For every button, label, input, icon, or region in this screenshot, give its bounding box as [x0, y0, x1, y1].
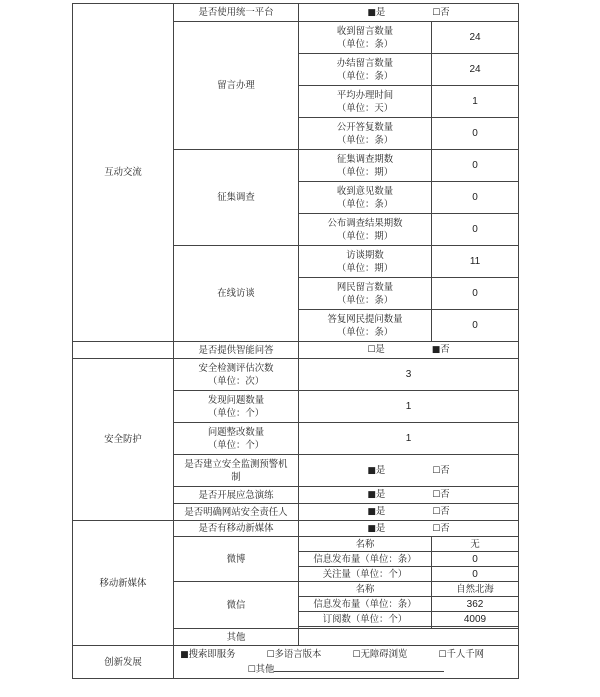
- mobile-has-yes-option[interactable]: ■是: [367, 522, 386, 534]
- security-issues-found-label: 发现问题数量 （单位：个）: [174, 391, 299, 423]
- weibo-posts-value: 0: [432, 552, 519, 567]
- messages-received-label: 收到留言数量 （单位：条）: [299, 22, 432, 54]
- report-table: [72, 3, 519, 679]
- innovation-personalized-option[interactable]: ☐千人千网: [438, 648, 484, 660]
- messages-avg-time-label: 平均办理时间 （单位：天）: [299, 86, 432, 118]
- interview-messages-value: 0: [432, 278, 519, 310]
- security-monitoring-no-option[interactable]: ☐否: [432, 464, 450, 476]
- messages-label: 留言办理: [174, 22, 299, 150]
- weibo-label: 微博: [174, 537, 299, 582]
- interview-answers-value: 0: [432, 310, 519, 342]
- security-issues-found-value: 1: [299, 391, 519, 423]
- innovation-row: [73, 646, 519, 679]
- section-interaction: 互动交流: [73, 4, 174, 342]
- weibo-name-label: 名称: [299, 537, 432, 552]
- security-responsible-options: [299, 504, 519, 521]
- security-responsible-no-option[interactable]: ☐否: [432, 506, 450, 517]
- security-drills-yes-option[interactable]: ■是: [367, 489, 386, 500]
- smart-qa-yes-option[interactable]: ☐是: [367, 344, 385, 355]
- survey-opinions-value: 0: [432, 182, 519, 214]
- innovation-other-blank[interactable]: [274, 662, 444, 672]
- interview-label: 在线访谈: [174, 246, 299, 342]
- wechat-subs-label: 订阅数（单位：个）: [299, 612, 432, 627]
- innovation-options: [174, 646, 519, 679]
- messages-resolved-value: 24: [432, 54, 519, 86]
- interview-periods-label: 访谈期数 （单位：期）: [299, 246, 432, 278]
- security-drills-no-option[interactable]: ☐否: [432, 489, 450, 500]
- messages-public-replies-value: 0: [432, 118, 519, 150]
- mobile-other-value: [299, 629, 519, 646]
- wechat-posts-value: 362: [432, 597, 519, 612]
- weibo-followers-value: 0: [432, 567, 519, 582]
- innovation-other-line: [176, 662, 516, 677]
- mobile-has-row: [73, 521, 519, 537]
- survey-label: 征集调查: [174, 150, 299, 246]
- security-drills-options: [299, 487, 519, 504]
- security-evaluations-value: 3: [299, 359, 519, 391]
- unified-platform-yes-option[interactable]: ■是: [367, 6, 386, 18]
- interview-messages-label: 网民留言数量 （单位：条）: [299, 278, 432, 310]
- unified-platform-options: [299, 4, 519, 22]
- section-innovation: 创新发展: [73, 646, 174, 679]
- innovation-multilang-option[interactable]: ☐多语言版本: [266, 648, 322, 660]
- smart-qa-no-option[interactable]: ■否: [431, 344, 450, 355]
- mobile-has-options: [299, 521, 519, 537]
- weibo-name-value: 无: [432, 537, 519, 552]
- security-drills-label: 是否开展应急演练: [174, 487, 299, 504]
- smart-qa-options: [299, 342, 519, 359]
- security-monitoring-label: 是否建立安全监测预警机 制: [174, 455, 299, 487]
- wechat-subs-value: 4009: [432, 612, 519, 627]
- mobile-has-no-option[interactable]: ☐否: [432, 522, 450, 534]
- security-responsible-yes-option[interactable]: ■是: [367, 506, 386, 517]
- messages-avg-time-value: 1: [432, 86, 519, 118]
- security-issues-fixed-label: 问题整改数量 （单位：个）: [174, 423, 299, 455]
- survey-periods-label: 征集调查期数 （单位：期）: [299, 150, 432, 182]
- wechat-label: 微信: [174, 582, 299, 629]
- weibo-followers-label: 关注量（单位：个）: [299, 567, 432, 582]
- security-issues-fixed-value: 1: [299, 423, 519, 455]
- security-responsible-label: 是否明确网站安全责任人: [174, 504, 299, 521]
- messages-resolved-label: 办结留言数量 （单位：条）: [299, 54, 432, 86]
- unified-platform-label: 是否使用统一平台: [174, 4, 299, 22]
- security-evaluations-row: [73, 359, 519, 391]
- wechat-posts-label: 信息发布量（单位：条）: [299, 597, 432, 612]
- innovation-other-option[interactable]: ☐其他: [247, 663, 275, 675]
- survey-results-value: 0: [432, 214, 519, 246]
- interview-periods-value: 11: [432, 246, 519, 278]
- unified-platform-no-option[interactable]: ☐否: [432, 6, 450, 18]
- mobile-other-label: 其他: [174, 629, 299, 646]
- section-mobile: 移动新媒体: [73, 521, 174, 646]
- wechat-name-value: 自然北海: [432, 582, 519, 597]
- survey-periods-value: 0: [432, 150, 519, 182]
- messages-received-value: 24: [432, 22, 519, 54]
- innovation-search-option[interactable]: ■搜索即服务: [180, 648, 236, 660]
- survey-opinions-label: 收到意见数量 （单位：条）: [299, 182, 432, 214]
- weibo-posts-label: 信息发布量（单位：条）: [299, 552, 432, 567]
- security-evaluations-label: 安全检测评估次数 （单位：次）: [174, 359, 299, 391]
- survey-results-label: 公布调查结果期数 （单位：期）: [299, 214, 432, 246]
- smart-qa-label: 是否提供智能问答: [174, 342, 299, 359]
- security-monitoring-yes-option[interactable]: ■是: [367, 464, 386, 476]
- innovation-accessibility-option[interactable]: ☐无障碍浏览: [352, 648, 408, 660]
- smart-qa-spacer: [73, 342, 174, 359]
- interview-answers-label: 答复网民提问数量 （单位：条）: [299, 310, 432, 342]
- mobile-has-label: 是否有移动新媒体: [174, 521, 299, 537]
- wechat-name-label: 名称: [299, 582, 432, 597]
- messages-public-replies-label: 公开答复数量 （单位：条）: [299, 118, 432, 150]
- innovation-options-line: [176, 648, 516, 662]
- unified-platform-row: [73, 4, 519, 22]
- smart-qa-row: [73, 342, 519, 359]
- security-monitoring-options: [299, 455, 519, 487]
- section-security: 安全防护: [73, 359, 174, 521]
